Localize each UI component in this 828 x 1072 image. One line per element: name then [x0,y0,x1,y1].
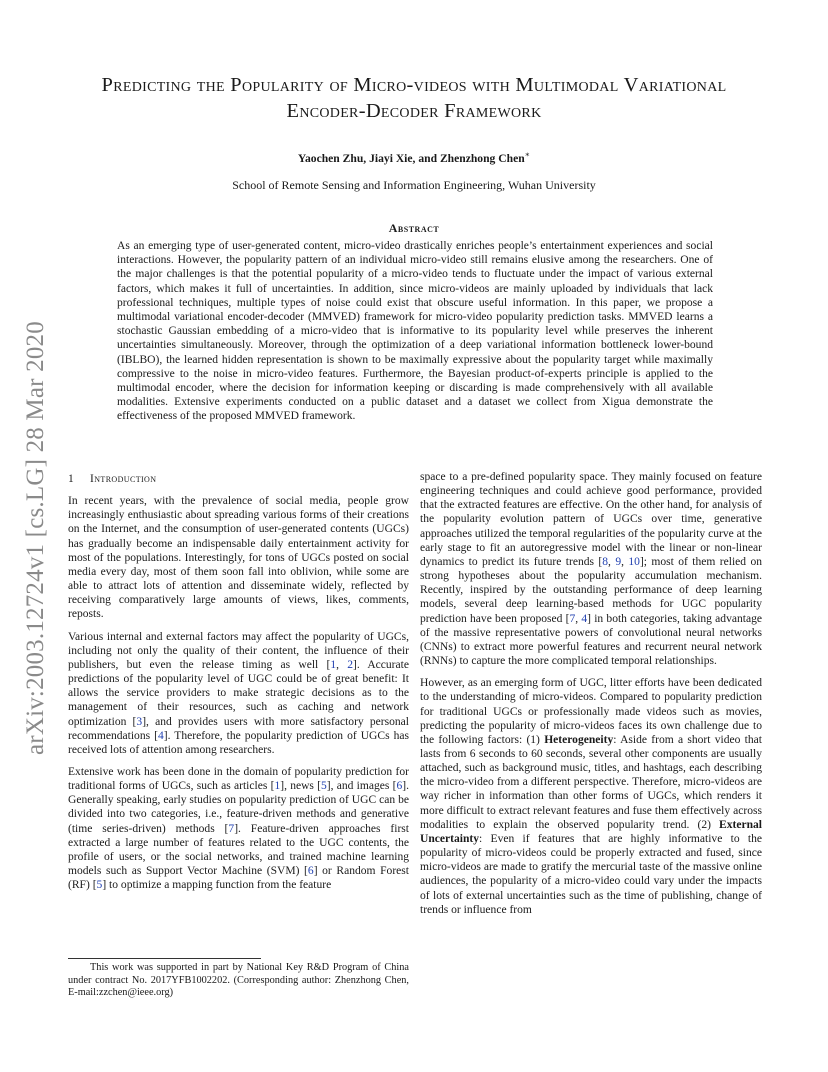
intro-paragraph-3 [68,765,409,892]
left-column [68,470,409,900]
section-heading [68,472,409,486]
citation-link[interactable]: 6 [396,780,403,793]
affiliation: School of Remote Sensing and Information Engineering, Wuhan University [232,178,596,192]
footnote-text: This work was supported in part by National Key R&D Program of China under contract No. 2017YFB1002202. (Corresponding author: Zhenzhong Chen, E-mail:zzchen@ieee.org) [68,962,409,999]
citation-link[interactable]: 4 [157,729,164,742]
citation-link[interactable]: 2 [347,658,353,671]
citation-link[interactable]: 1 [330,658,337,671]
citation-link[interactable]: 4 [581,612,588,625]
text-run: , [621,555,629,568]
text-run: However, as an emerging form of UGC, litter efforts have been dedicated to the understanding of micro-videos. Compared to popularity prediction for traditional UGCs or professionally made videos such as movies, predicting the popularity of micro-videos faces its own challenge due to the following factors: (1) [420,677,762,746]
intro-paragraph-4 [420,470,762,668]
text-run: ]. Accurate predictions of the popularity level of UGC could be of great benefit: It allows the service providers to make strategic decisions as to the management of their resources, such as caching and network optimization [ [68,658,409,728]
term-heterogeneity: Heterogeneity [544,733,614,746]
citation-link[interactable]: 6 [307,865,314,878]
section-title: Introduction [90,473,157,485]
footnote-rule [68,958,261,959]
author-names: Yaochen Zhu, Jiayi Xie, and Zhenzhong Chen [297,151,525,165]
intro-paragraph-5 [420,676,762,917]
text-run: ]. Feature-driven approaches first extracted a large number of features related to the UGC contents, the profile of users, or the social networks, and trained machine learning models such as Support Vector Machine (SVM) [ [68,822,409,878]
footnote [68,962,409,1000]
text-run: , [336,658,348,671]
abstract-body: As an emerging type of user-generated content, micro-video drastically enriches people’s entertainment experiences and social interactions. However, the popularity pattern of an individual micro-video still remains elusive among the researchers. One of the major challenges is that the potential popularity of a micro-video tends to fluctuate under the impact of various external factors, which makes it full of uncertainties. In addition, since micro-videos are mainly uploaded by individuals that lack professional techniques, multiple types of noise could exist that obscure useful information. In this paper, we propose a multimodal variational encoder-decoder (MMVED) framework for micro-video popularity prediction tasks. MMVED learns a stochastic Gaussian embedding of a micro-video that is informative to its popularity level while preserves the inherent uncertainties simultaneously. Moreover, through the optimization of a deep variational information bottleneck lower-bound (IBLBO), the learned hidden representation is shown to be maximally expressive about the popularity target while maximally compressive to the noise in micro-video features. Furthermore, the Bayesian product-of-experts principle is applied to the multimodal encoder, where the decision for information keeping or discarding is made comprehensively with all available modalities. Extensive experiments conducted on a public dataset and a dataset we collect from Xigua demonstrate the effectiveness of the proposed MMVED framework. [117,240,713,423]
text-run: ]; most of them relied on strong hypotheses about the popularity accumulation mechanism. Recently, inspired by the outstanding performance of deep learning models, several deep learning-based methods for UGC popularity prediction have been proposed [ [420,555,763,625]
section-number: 1 [68,473,74,485]
text-run: , [575,612,582,625]
text-run: Various internal and external factors may affect the popularity of UGCs, including not only the quality of their content, the influence of their publishers, but even the release timing as well [ [68,630,409,671]
text-run: ]. Generally speaking, early studies on popularity prediction of UGC can be divided into two categories, i.e., feature-driven methods and generative (time series-driven) methods [ [68,780,409,835]
title-line-2: Encoder-Decoder Framework [286,100,542,122]
citation-link[interactable]: 7 [569,612,576,625]
text-run: ]. Therefore, the popularity prediction of UGCs has received lots of attention among researchers. [68,729,409,756]
right-column [420,470,762,925]
corresponding-author-mark: ∗ [524,150,531,159]
text-run: space to a pre-defined popularity space. They mainly focused on feature engineering techniques and could achieve good performance, provided that the extracted features are effective. On the other hand, for analysis of the popularity evolution pattern of UGCs over time, generative approaches utilized the temporal regularities of the popularity curve at the early stage to fit an autoregressive model with the linear or non-linear dynamics to predict its future trends [ [420,471,762,568]
citation-link[interactable]: 7 [228,822,235,835]
citation-link[interactable]: 5 [321,780,327,793]
arxiv-identifier-stamp: arXiv:2003.12724v1 [cs.LG] 28 Mar 2020 [22,321,49,755]
text-run: : Even if features that are highly informative to the popularity of micro-videos could be properly extracted and fused, since micro-videos are made to gratify the mercurial taste of the massive online audiences, the popularity of a micro-video could vary under the impacts of lots of external uncertainties such as the time of publishing, change of trends or influence from [420,832,762,916]
intro-paragraph-1: In recent years, with the prevalence of social media, people grow increasingly enthusiastic about spreading various forms of their creations on the Internet, and the consumption of user-generated contents (UGCs) has gradually become an indispensable daily entertainment activity for most of the populations. Interestingly, for tons of UGCs posted on social media every day, most of them soon fall into oblivion, while some are able to attract lots of attention and disseminate widely, reflected by receiving comparatively large amounts of views, likes, comments, reposts. [68,495,409,621]
citation-link[interactable]: 8 [602,555,609,568]
text-run: ], and provides users with more satisfactory personal recommendations [ [68,715,409,742]
text-run: , [608,555,616,568]
citation-link[interactable]: 9 [615,555,622,568]
paper-title [40,72,788,124]
citation-link[interactable]: 3 [136,715,143,728]
text-run: ] in both categories, taking advantage of the massive representative powers of convolutional neural networks (CNNs) to extract more powerful features and recurrent neural network (RNNs) to capture the more complicated temporal relationships. [420,612,762,668]
title-line-1: Predicting the Popularity of Micro-videos with Multimodal Variational [101,74,727,96]
author-list [0,150,828,165]
text-run: ], and images [ [326,780,397,793]
text-run: : Aside from a short video that lasts from 6 seconds to 60 seconds, several other components are usually attached, such as background music, titles, and hashtags, each describing the micro-video from a different perspective. Therefore, micro-videos are way richer in information than other forms of UGCs, which renders it more difficult to extract relevant features and fuse them effectively across modalities to explain the observed popularity trend. (2) [420,733,762,831]
text-run: Extensive work has been done in the domain of popularity prediction for traditional forms of UGCs, such as articles [ [68,765,409,793]
citation-link[interactable]: 10 [628,555,640,568]
intro-paragraph-2 [68,630,409,757]
term-external-uncertainty: External Uncertainty [420,818,762,845]
citation-link[interactable]: 1 [274,780,281,793]
text-run: ] or Random Forest (RF) [ [68,865,409,892]
citation-link[interactable]: 5 [96,879,103,892]
text-run: ], news [ [280,780,322,793]
abstract-heading: Abstract [388,221,440,235]
text-run: ] to optimize a mapping function from the feature [102,879,332,892]
